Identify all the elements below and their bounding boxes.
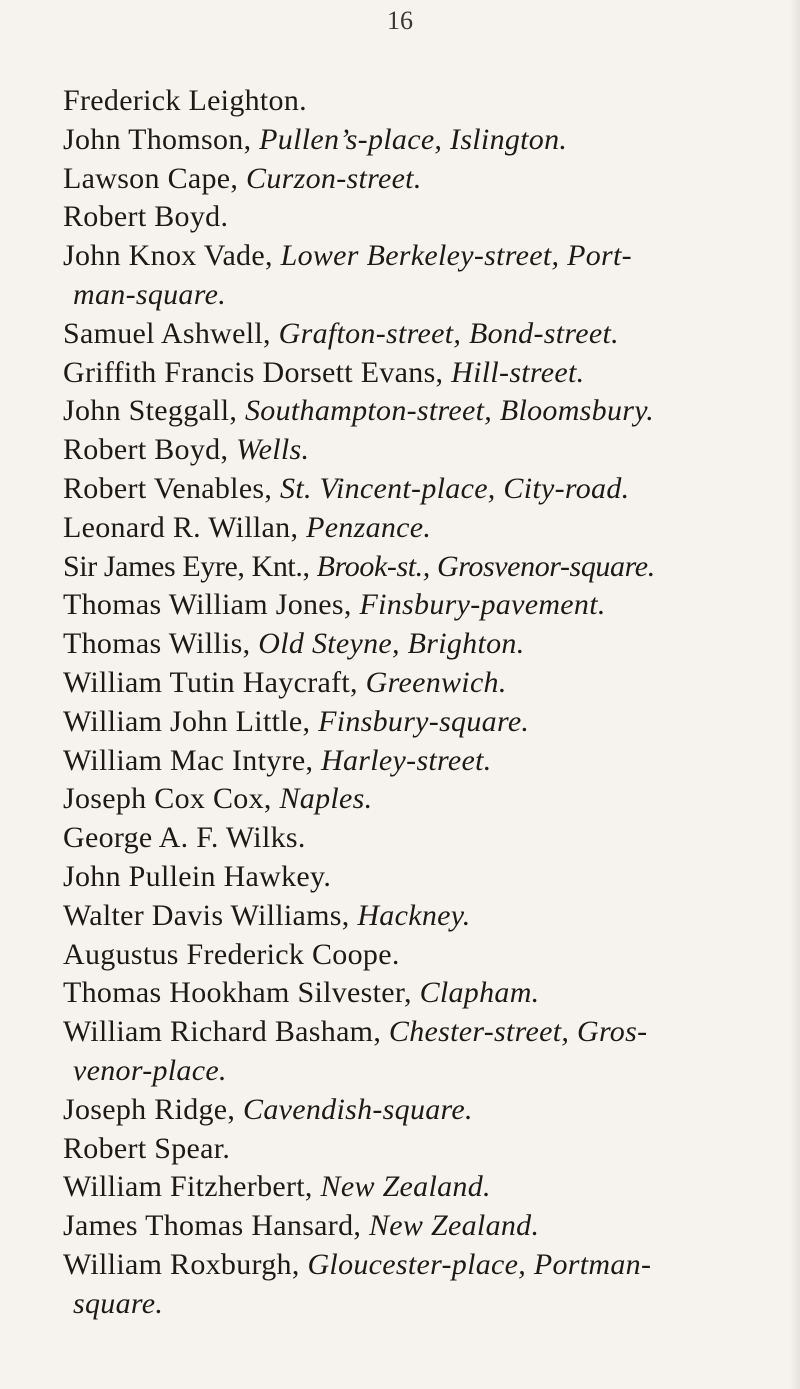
- entry-place: St. Vincent-place, City-road.: [280, 471, 630, 505]
- entry-name: John Pullein Hawkey.: [63, 859, 332, 893]
- entry-place: Gloucester-place, Portman-: [307, 1247, 652, 1281]
- entry-name: Sir James Eyre, Knt.,: [63, 549, 317, 583]
- list-item: [63, 897, 775, 936]
- entry-place: Hill-street.: [451, 355, 585, 389]
- page-edge-shadow: [790, 0, 800, 1389]
- entry-name: John Steggall,: [63, 394, 245, 428]
- entry-name: Leonard R. Willan,: [63, 510, 307, 544]
- list-item: [63, 936, 775, 975]
- entry-place: Grafton-street, Bond-street.: [278, 316, 619, 350]
- list-item: [63, 625, 775, 664]
- entry-name: Robert Boyd,: [63, 433, 237, 467]
- entry-place: Hackney.: [357, 898, 471, 932]
- entry-place: Penzance.: [306, 510, 432, 544]
- entry-name: Thomas William Jones,: [63, 588, 360, 622]
- entry-place: Cavendish-square.: [243, 1092, 473, 1126]
- list-item: [63, 703, 775, 742]
- entry-name: Thomas Hookham Silvester,: [63, 976, 420, 1010]
- list-item: [63, 160, 775, 199]
- list-item: [63, 470, 775, 509]
- entry-place: Chester-street, Gros-: [388, 1015, 648, 1049]
- entry-place: Southampton-street, Bloomsbury.: [245, 394, 654, 428]
- entry-name: William Fitzherbert,: [63, 1170, 321, 1204]
- entry-place: venor-place.: [73, 1053, 227, 1087]
- entry-name: William Tutin Haycraft,: [63, 665, 366, 699]
- list-item: [63, 392, 775, 431]
- entry-place: Finsbury-pavement.: [359, 588, 606, 622]
- entry-name: William Mac Intyre,: [63, 743, 322, 777]
- list-item: [63, 974, 775, 1013]
- entry-name: Joseph Ridge,: [63, 1092, 244, 1126]
- list-item: [63, 315, 775, 354]
- list-item: [63, 1013, 775, 1052]
- entry-name: Griffith Francis Dorsett Evans,: [63, 355, 452, 389]
- entry-name: Thomas Willis,: [63, 627, 259, 661]
- entry-place: Old Steyne, Brighton.: [258, 627, 525, 661]
- entry-name: William Roxburgh,: [63, 1247, 308, 1281]
- entry-name: Walter Davis Williams,: [63, 898, 358, 932]
- entry-place: man-square.: [73, 277, 227, 311]
- entry-name: Augustus Frederick Coope.: [63, 937, 400, 971]
- list-item: [63, 1246, 775, 1285]
- list-item-continuation: [63, 1285, 775, 1324]
- list-item-continuation: [63, 276, 775, 315]
- list-item: [63, 586, 775, 625]
- entry-place: Finsbury-square.: [318, 704, 530, 738]
- entry-name: James Thomas Hansard,: [63, 1209, 369, 1243]
- entry-place: Pullen’s-place, Islington.: [259, 122, 568, 156]
- list-item: [63, 742, 775, 781]
- entry-name: Samuel Ashwell,: [63, 316, 279, 350]
- entry-name: John Knox Vade,: [63, 239, 281, 273]
- list-item: [63, 858, 775, 897]
- list-item: [63, 664, 775, 703]
- entry-place: Greenwich.: [365, 665, 507, 699]
- entry-name: William Richard Basham,: [63, 1015, 389, 1049]
- list-item: [63, 509, 775, 548]
- entry-name: Robert Spear.: [63, 1131, 231, 1165]
- list-item: [63, 819, 775, 858]
- entry-place: New Zealand.: [320, 1170, 491, 1204]
- list-item: [63, 1168, 775, 1207]
- entry-name: Lawson Cape,: [63, 161, 247, 195]
- entry-place: Curzon-street.: [246, 161, 422, 195]
- list-item: [63, 354, 775, 393]
- entry-place: Naples.: [279, 782, 373, 816]
- entry-place: Lower Berkeley-street, Port-: [280, 239, 632, 273]
- list-item: [63, 237, 775, 276]
- entry-place: Brook-st., Grosvenor-square.: [316, 549, 655, 583]
- list-item-continuation: [63, 1052, 775, 1091]
- list-item: [63, 1130, 775, 1169]
- entry-place: New Zealand.: [369, 1209, 540, 1243]
- list-item: [63, 82, 775, 121]
- list-item: [63, 548, 775, 587]
- list-item: [63, 1091, 775, 1130]
- entry-name: Frederick Leighton.: [63, 84, 307, 117]
- list-item: [63, 431, 775, 470]
- entry-name: William John Little,: [63, 704, 319, 738]
- list-item: [63, 1207, 775, 1246]
- entry-name: Robert Venables,: [63, 471, 281, 505]
- entry-place: Harley-street.: [321, 743, 492, 777]
- list-item: [63, 121, 775, 160]
- entry-name: George A. F. Wilks.: [63, 821, 306, 855]
- list-item: [63, 198, 775, 237]
- entry-name: Joseph Cox Cox,: [63, 782, 280, 816]
- subscriber-list: [63, 82, 775, 1324]
- entry-place: square.: [73, 1286, 164, 1320]
- entry-place: Wells.: [236, 433, 310, 467]
- entry-name: Robert Boyd.: [63, 200, 229, 234]
- entry-place: Clapham.: [419, 976, 540, 1010]
- page-number: 16: [387, 6, 413, 35]
- entry-name: John Thomson,: [63, 122, 260, 156]
- list-item: [63, 780, 775, 819]
